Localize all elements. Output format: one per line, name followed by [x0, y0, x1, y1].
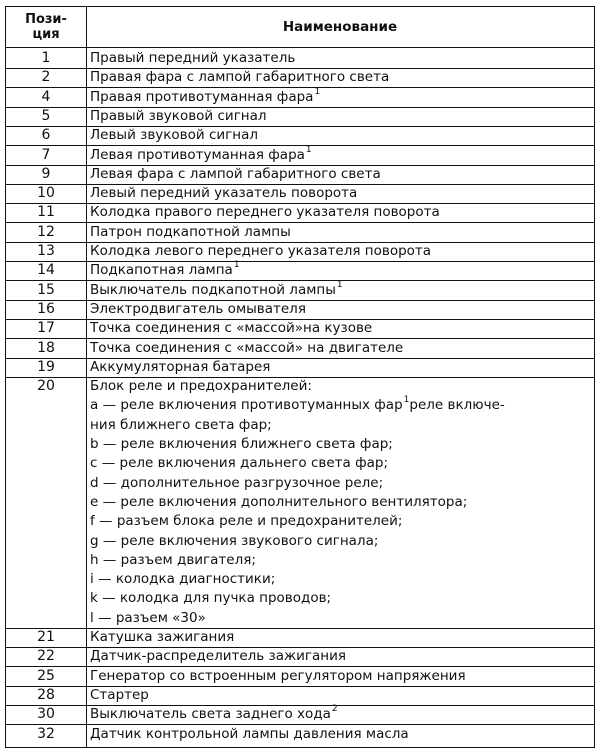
- table-row: [6, 512, 594, 531]
- row-name: [90, 281, 592, 302]
- row-position: 4: [41, 88, 51, 105]
- row-name: [90, 667, 592, 686]
- table-row: [6, 396, 594, 415]
- row-name: [90, 126, 592, 145]
- table-header: [6, 7, 594, 48]
- table-row: [6, 705, 594, 725]
- table-row: [6, 358, 594, 378]
- row-name-text: Колодка левого переднего указателя поворота: [90, 243, 432, 259]
- table-row: [6, 493, 594, 512]
- row-position: 22: [37, 648, 55, 665]
- table-row: [6, 319, 594, 339]
- row-name-text: Левая противотуманная фара: [90, 146, 305, 163]
- row-position: 30: [37, 706, 55, 723]
- row-name: [90, 609, 592, 628]
- row-name: [90, 589, 592, 608]
- row-name: [90, 184, 592, 203]
- row-position: 11: [37, 204, 55, 221]
- row-name: [90, 377, 592, 396]
- row-name-text: Выключатель света заднего хода: [90, 706, 331, 723]
- row-position: 13: [37, 243, 55, 259]
- row-name: [90, 628, 592, 647]
- row-name-text: a — реле включения противотуманных фар: [90, 397, 403, 414]
- table-row: [6, 474, 594, 493]
- table-row: [6, 68, 594, 88]
- row-name: [90, 223, 592, 242]
- row-name-text: f — разъем блока реле и предохранителей;: [90, 513, 403, 530]
- table-row: [6, 435, 594, 454]
- row-position: 14: [37, 262, 55, 279]
- row-name: [90, 242, 592, 261]
- row-position: 6: [41, 127, 51, 144]
- row-name: [90, 49, 592, 68]
- table-row: [6, 609, 594, 629]
- row-name-text: Стартер: [90, 686, 149, 703]
- table-row: [6, 377, 594, 396]
- row-name: [90, 705, 592, 726]
- table-row: [6, 300, 594, 320]
- row-name-tail: реле включе-: [409, 397, 505, 414]
- row-position: 15: [37, 281, 55, 298]
- row-name: [90, 319, 592, 338]
- row-name-text: Правая противотуманная фара: [90, 88, 314, 105]
- components-table: [5, 6, 595, 748]
- row-name: [90, 165, 592, 184]
- row-position: 12: [37, 223, 55, 240]
- row-name-text: g — реле включения звукового сигнала;: [90, 532, 379, 549]
- row-name: [90, 474, 592, 493]
- row-position: 21: [37, 629, 55, 645]
- row-name-text: Аккумуляторная батарея: [90, 358, 271, 375]
- row-position: 18: [37, 339, 55, 356]
- row-position: 7: [41, 146, 51, 163]
- row-name-text: Левый звуковой сигнал: [90, 127, 258, 144]
- table-row: [6, 532, 594, 551]
- row-name-text: ния ближнего света фар;: [90, 416, 272, 433]
- row-name-text: Колодка правого переднего указателя поворота: [90, 204, 440, 221]
- table-row: [6, 107, 594, 127]
- row-name: [90, 686, 592, 705]
- row-name-text: Патрон подкапотной лампы: [90, 223, 291, 240]
- row-name: [90, 570, 592, 589]
- row-position: 17: [37, 320, 55, 337]
- table-row: [6, 589, 594, 608]
- row-name: [90, 725, 592, 744]
- row-position: 2: [41, 69, 51, 86]
- footnote-mark: 1: [305, 144, 312, 155]
- table-row: [6, 725, 594, 744]
- row-name-text: l — разъем «30»: [90, 609, 206, 626]
- row-name: [90, 88, 592, 109]
- row-name: [90, 300, 592, 319]
- row-name: [90, 203, 592, 222]
- row-position: 10: [37, 185, 55, 202]
- row-name: [90, 358, 592, 377]
- header-position: Пози- ция: [25, 12, 67, 42]
- table-row: [6, 146, 594, 166]
- row-position: 9: [41, 165, 51, 182]
- row-name-text: e — реле включения дополнительного вентилятора;: [90, 493, 468, 510]
- row-name-text: Электродвигатель омывателя: [90, 300, 306, 317]
- table-row: [6, 49, 594, 69]
- row-position: 16: [37, 300, 55, 317]
- row-name-text: i — колодка диагностики;: [90, 571, 276, 588]
- footnote-mark: 2: [331, 704, 338, 715]
- header-name: Наименование: [282, 19, 398, 35]
- row-name: [90, 435, 592, 454]
- table-row: [6, 339, 594, 359]
- row-position: 5: [41, 107, 51, 124]
- row-position: 25: [37, 667, 55, 684]
- table-row: [6, 261, 594, 281]
- footnote-mark: 1: [233, 260, 240, 271]
- table-row: [6, 165, 594, 185]
- row-name: [90, 493, 592, 512]
- row-name-text: Выключатель подкапотной лампы: [90, 281, 336, 298]
- row-name-text: c — реле включения дальнего света фар;: [90, 455, 389, 472]
- table-row: [6, 628, 594, 648]
- row-name: [90, 647, 592, 666]
- row-name-text: Датчик-распределитель зажигания: [90, 648, 346, 665]
- row-name-text: Левый передний указатель поворота: [90, 185, 358, 202]
- row-position: 1: [41, 50, 51, 66]
- footnote-mark: 1: [403, 395, 410, 406]
- table-row: [6, 126, 594, 146]
- row-name: [90, 396, 592, 417]
- row-position: 19: [37, 358, 55, 375]
- row-name-text: d — дополнительное разгрузочное реле;: [90, 474, 384, 491]
- row-name-text: Правый звуковой сигнал: [90, 107, 267, 124]
- row-name: [90, 107, 592, 126]
- table-row: [6, 647, 594, 667]
- row-name-text: Правая фара с лампой габаритного света: [90, 69, 390, 86]
- table-row: [6, 686, 594, 706]
- row-position: 28: [37, 686, 55, 703]
- row-name-text: b — реле включения ближнего света фар;: [90, 436, 393, 452]
- row-name-text: Точка соединения с «массой» на двигателе: [90, 339, 404, 356]
- row-name: [90, 512, 592, 531]
- row-name: [90, 339, 592, 358]
- row-name-text: Катушка зажигания: [90, 629, 235, 645]
- row-name: [90, 146, 592, 167]
- table-row: [6, 454, 594, 473]
- table-row: [6, 416, 594, 435]
- row-name-text: k — колодка для пучка проводов;: [90, 590, 332, 607]
- footnote-mark: 1: [314, 86, 321, 97]
- row-position: 20: [37, 378, 55, 395]
- row-name-text: Правый передний указатель: [90, 50, 296, 66]
- row-name-text: Блок реле и предохранителей:: [90, 378, 312, 395]
- row-name: [90, 416, 592, 435]
- row-name-text: Левая фара с лампой габаритного света: [90, 165, 381, 182]
- footnote-mark: 1: [336, 279, 343, 290]
- row-name-text: Датчик контрольной лампы давления масла: [90, 725, 409, 742]
- table-row: [6, 242, 594, 262]
- row-position: 32: [37, 725, 55, 742]
- row-name-text: Подкапотная лампа: [90, 262, 233, 279]
- table-row: [6, 203, 594, 223]
- row-name: [90, 551, 592, 570]
- table-row: [6, 667, 594, 687]
- table-row: [6, 223, 594, 243]
- table-row: [6, 184, 594, 204]
- row-name-text: Точка соединения с «массой»на кузове: [90, 320, 373, 337]
- row-name: [90, 454, 592, 473]
- table-row: [6, 88, 594, 108]
- row-name-text: Генератор со встроенным регулятором напряжения: [90, 667, 466, 684]
- table-row: [6, 281, 594, 301]
- row-name: [90, 532, 592, 551]
- table-row: [6, 570, 594, 589]
- row-name-text: h — разъем двигателя;: [90, 551, 256, 568]
- row-name: [90, 68, 592, 87]
- table-row: [6, 551, 594, 570]
